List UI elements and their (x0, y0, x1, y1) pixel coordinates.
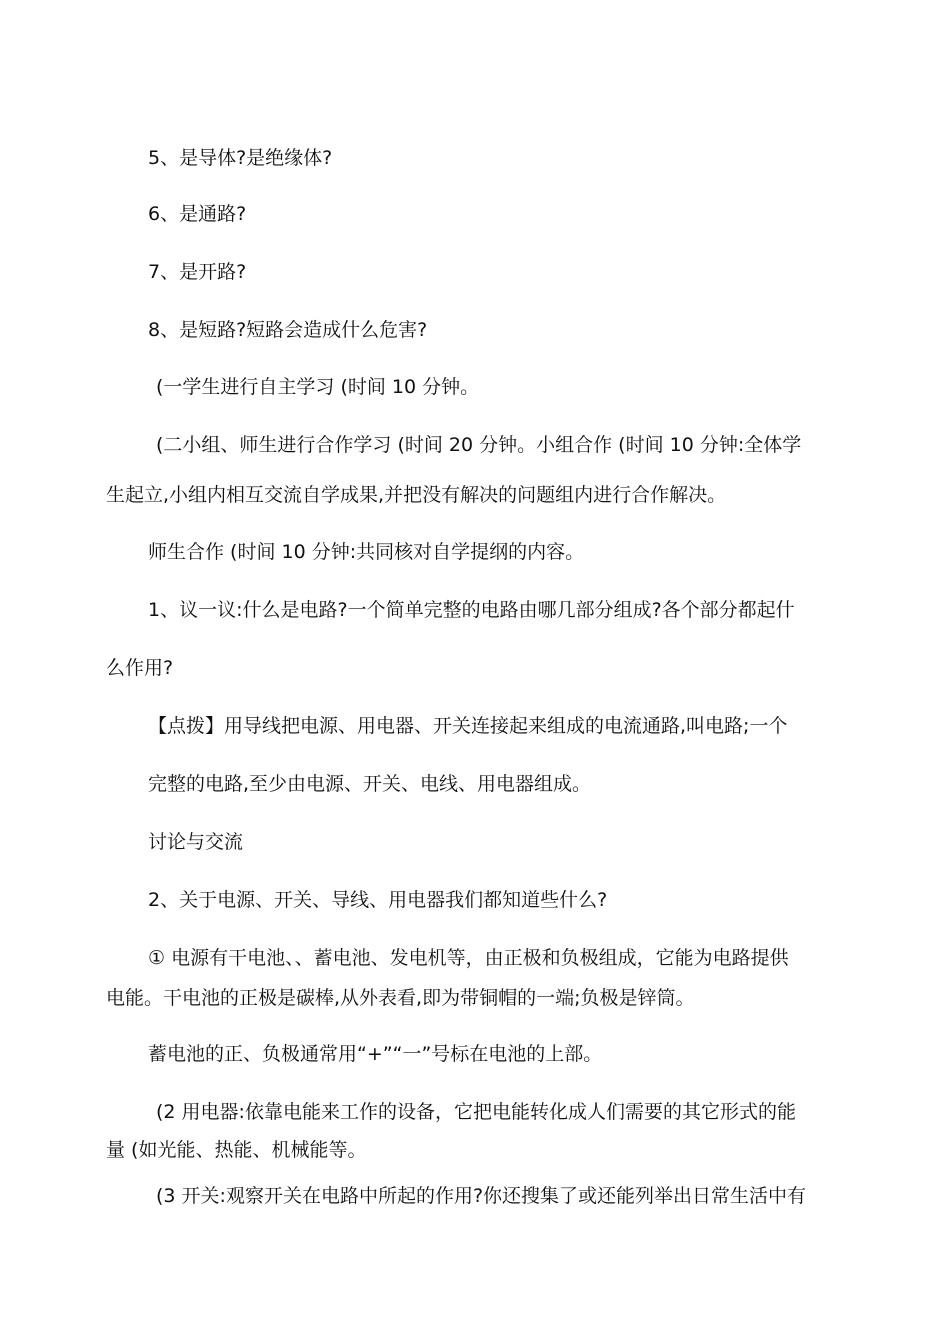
text-line: 讨论与交流 (148, 831, 244, 853)
text-line: 量 (如光能、热能、机械能等。 (106, 1139, 367, 1161)
text-line: (一学生进行自主学习 (时间 10 分钟。 (156, 376, 480, 398)
text-line: ① 电源有干电池、、蓄电池、发电机等，由正极和负极组成，它能为电路提供 (148, 947, 789, 969)
text-line: 5、是导体?是绝缘体? (148, 147, 333, 169)
text-line: 生起立,小组内相互交流自学成果,并把没有解决的问题组内进行合作解决。 (106, 484, 727, 506)
text-line: 8、是短路?短路会造成什么危害? (148, 319, 428, 341)
text-line: 【点拨】用导线把电源、用电器、开关连接起来组成的电流通路,叫电路;一个 (148, 715, 788, 737)
text-line: 师生合作 (时间 10 分钟:共同核对自学提纲的内容。 (148, 541, 585, 563)
text-line: 完整的电路,至少由电源、开关、电线、用电器组成。 (148, 773, 592, 795)
text-line: 7、是开路? (148, 261, 247, 283)
text-line: (3 开关:观察开关在电路中所起的作用?你还搜集了或还能列举出日常生活中有 (156, 1185, 807, 1207)
text-line: 蓄电池的正、负极通常用“+”“一”号标在电池的上部。 (148, 1043, 603, 1065)
text-line: 6、是通路? (148, 203, 247, 225)
text-line: 么作用? (106, 657, 174, 679)
text-line: 1、议一议:什么是电路?一个简单完整的电路由哪几部分组成?各个部分都起什 (148, 599, 795, 621)
text-line: (2 用电器:依靠电能来工作的设备，它把电能转化成人们需要的其它形式的能 (156, 1101, 796, 1123)
text-line: 2、关于电源、开关、导线、用电器我们都知道些什么? (148, 889, 608, 911)
text-line: 电能。干电池的正极是碳棒,从外表看,即为带铜帽的一端;负极是锌筒。 (106, 987, 695, 1009)
text-line: (二小组、师生进行合作学习 (时间 20 分钟。小组合作 (时间 10 分钟:全体学 (156, 434, 802, 456)
